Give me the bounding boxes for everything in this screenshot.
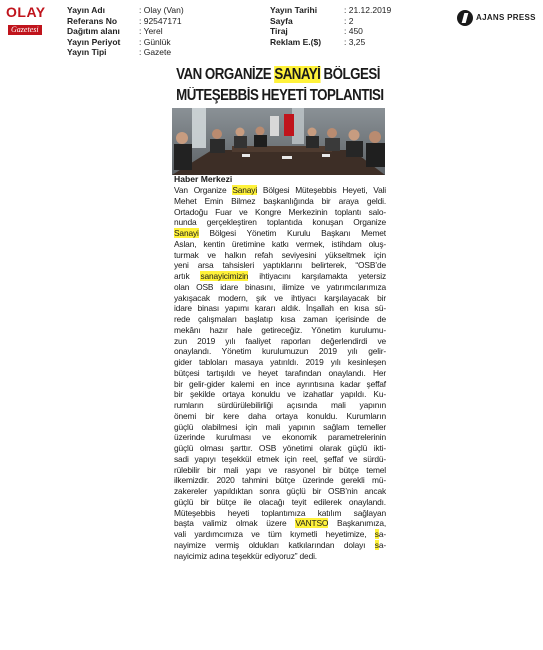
meta-value: : 21.12.2019 (344, 5, 392, 15)
article-line (174, 551, 386, 562)
article-line (174, 260, 386, 271)
article-line (174, 228, 386, 239)
article-text: yeni arsa tahsisleri yaptıklarını belirterek, “OSB’de (174, 260, 386, 271)
meta-value: : 92547171 (139, 15, 182, 26)
meta-value: : Gazete (139, 47, 172, 58)
meta-label: Dağıtım alanı (67, 26, 120, 37)
article-text: rumların sürdürülebilirliği açısında mali yapının (174, 400, 386, 410)
meta-row (270, 37, 391, 48)
meta-label: Yayın Adı (67, 5, 105, 15)
article-line (174, 518, 386, 529)
article-line (174, 379, 386, 390)
article-text: güçlü bir bütçe ile olacağı teyit edilerek onaylandı. (174, 496, 386, 507)
article-text: önemi bir kere daha ortaya konuldu. Kurumların (174, 410, 386, 421)
article-text: rede çalışmaları başlatıp kısa zaman içerisinde de (174, 314, 386, 324)
article-text: zakereler yapıldıktan sonra güçlü bir OSB’nin ancak (174, 486, 386, 496)
logo-bottom-text: Gazetesi (8, 25, 42, 35)
meeting-photo-image (172, 108, 385, 175)
meta-label: Yayın Tipi (67, 47, 107, 58)
article-body (174, 185, 386, 561)
article-line (174, 529, 386, 540)
article-text: bir şekilde ortaya konuldu ve izahatlar yapıldı. Ku- (174, 389, 386, 400)
article-text: Bölgesi Yönetim Kurulu Başkanı Memet (198, 228, 386, 238)
meta-label: Sayfa (270, 15, 293, 26)
article-line (174, 336, 386, 347)
article-line (174, 314, 386, 325)
article-text: gider tabloları masaya yatırıldı. 2019 yılı kesinleşen (174, 357, 386, 367)
article-line (174, 217, 386, 228)
article-text: a- (378, 529, 386, 539)
article-text: güçlü olabilmesi için mali yapının sağlam temeller (174, 421, 386, 432)
article-text: nayicimiz adına teşekkür ediyoruz” dedi. (174, 550, 317, 561)
agency-mark-icon (457, 10, 473, 26)
article-text: bir gelir-gider kalemi en ince ayrıntısına kadar şeffaf (174, 378, 386, 389)
meta-label: Reklam E.($) (270, 36, 322, 47)
meta-label: Tiraj (270, 26, 288, 37)
article-line (174, 465, 386, 476)
logo-top-text: OLAY (6, 4, 46, 20)
article-line (174, 239, 386, 250)
keyword-highlight: s (374, 529, 379, 539)
meta-left (67, 5, 184, 58)
article-line (174, 250, 386, 261)
article-line (174, 411, 386, 422)
meta-value: : Yerel (139, 26, 163, 37)
article-line (174, 486, 386, 497)
article-text: a- (378, 539, 386, 550)
article-line (174, 400, 386, 411)
article-text: Bölgesi Müteşebbis Heyeti, Vali (257, 185, 387, 195)
headline-highlight: SANAYİ (274, 66, 321, 83)
article-text: Ortadoğu Fuar ve Kongre Merkezinin toplantı salo- (174, 206, 386, 217)
article-text: nayimize vermiş oldukları katkılarından dolayı (174, 539, 375, 550)
article-text: Mehet Emin Bilmez başkanlığında bir araya geldi. (174, 195, 386, 206)
meta-row (270, 16, 391, 27)
article-line (174, 196, 386, 207)
article-line (174, 497, 386, 508)
meta-label: Yayın Tarihi (270, 5, 318, 15)
byline: Haber Merkezi (174, 174, 233, 184)
article-line (174, 357, 386, 368)
meta-label: Yayın Periyot (67, 36, 121, 47)
article-text: yakışacak modern, şık ve ihtiyacı karşılayacak bir (174, 292, 386, 303)
article-text: Müteşebbis heyeti toplantımıza katılım sağlayan (174, 507, 386, 518)
meta-row (67, 26, 184, 37)
meta-row (67, 47, 184, 58)
agency-logo (457, 8, 537, 38)
meta-row (270, 5, 391, 16)
meta-row (67, 16, 184, 27)
article-text: artık (174, 271, 201, 281)
article-line (174, 185, 386, 196)
meta-value: : Günlük (139, 36, 171, 47)
article-line (174, 443, 386, 454)
article-text: turmak ve halkın refah seviyesini yükseltmek için (174, 249, 386, 260)
clipping-header (0, 0, 543, 60)
article-line (174, 432, 386, 443)
headline-part: VAN ORGANİZE (176, 66, 275, 83)
article-text: Aslan, kentin üretimine katkı vermek, istihdam oluş- (174, 238, 386, 249)
article-line (174, 508, 386, 519)
keyword-highlight: VANTSO (295, 518, 329, 529)
agency-name: AJANS PRESS (476, 13, 536, 22)
headline-line-1 (176, 66, 380, 84)
article-line (174, 454, 386, 465)
article-text: mekânı hazır hale getireceğiz. Yönetim kurulumu- (174, 324, 386, 335)
article-text: Van Organize (174, 185, 233, 195)
headline-part: BÖLGESİ (320, 66, 380, 83)
article-text: olan OSB idare binasını, ilimize ve yatırımcılarımıza (174, 281, 386, 292)
article-line (174, 389, 386, 400)
article-line (174, 368, 386, 379)
meta-row (67, 37, 184, 48)
article-line (174, 346, 386, 357)
meta-row (270, 26, 391, 37)
keyword-highlight: Sanayi (232, 185, 258, 195)
article-text: sadi yapıyı teşekkül etmek için reel, şeffaf ve sürdü- (174, 453, 386, 464)
article-text: bütçesi tartışıldı ve heyet tarafından onaylandı. Her (174, 367, 386, 378)
meta-label: Referans No (67, 15, 118, 26)
article-line (174, 325, 386, 336)
keyword-highlight: sanayicimizin (200, 271, 249, 281)
article-text: idare binası yapımı kararı aldık. İnşallah en kısa sü- (174, 303, 386, 314)
article-text: ihtiyacını karşılamakta yetersiz (248, 271, 386, 281)
article-line (174, 540, 386, 551)
article-text: güçlü olması şarttır. OSB yönetimi olarak güçlü ikti- (174, 443, 386, 453)
keyword-highlight: Sanayi (174, 228, 199, 238)
article-line (174, 271, 386, 282)
meta-right (270, 5, 391, 47)
keyword-highlight: s (374, 539, 379, 550)
article-text: üzerinde kurulması ve ekonomik parametrelerinin (174, 432, 386, 443)
article-line (174, 293, 386, 304)
article-line (174, 303, 386, 314)
article-text: başta valimiz olmak üzere (174, 518, 296, 529)
article-line (174, 207, 386, 218)
article-line (174, 282, 386, 293)
meta-value: : Olay (Van) (139, 5, 184, 15)
article-text: Başkanımıza, (328, 518, 386, 529)
meta-value: : 3,25 (344, 36, 366, 47)
meta-row (67, 5, 184, 16)
article-text: vali yardımcımıza ve tüm kıymetli heyetimize, (174, 529, 375, 539)
article-text: zun 2019 yılı faaliyet raporları değerlendirdi ve (174, 335, 386, 346)
article-text: rülebilir bir mali yapı ve rasyonel bir bütçe temel (174, 464, 386, 475)
meta-value: : 450 (344, 26, 363, 37)
article-text: nunda gerçekleştiren toplantıda konuşan Organize (174, 217, 386, 228)
article-text: onaylandı. Yönetim kurulumuzun 2019 yılı gelir- (174, 346, 386, 357)
article-text: ilkemizdir. 2020 tahmini bütçe üzerinde gerekli mü- (174, 475, 386, 486)
newspaper-logo (6, 4, 60, 34)
headline-line-2: MÜTEŞEBBİS HEYETİ TOPLANTISI (176, 87, 384, 104)
meta-value: : 2 (344, 15, 354, 26)
meeting-photo (172, 108, 385, 175)
article-line (174, 475, 386, 486)
article-line (174, 422, 386, 433)
